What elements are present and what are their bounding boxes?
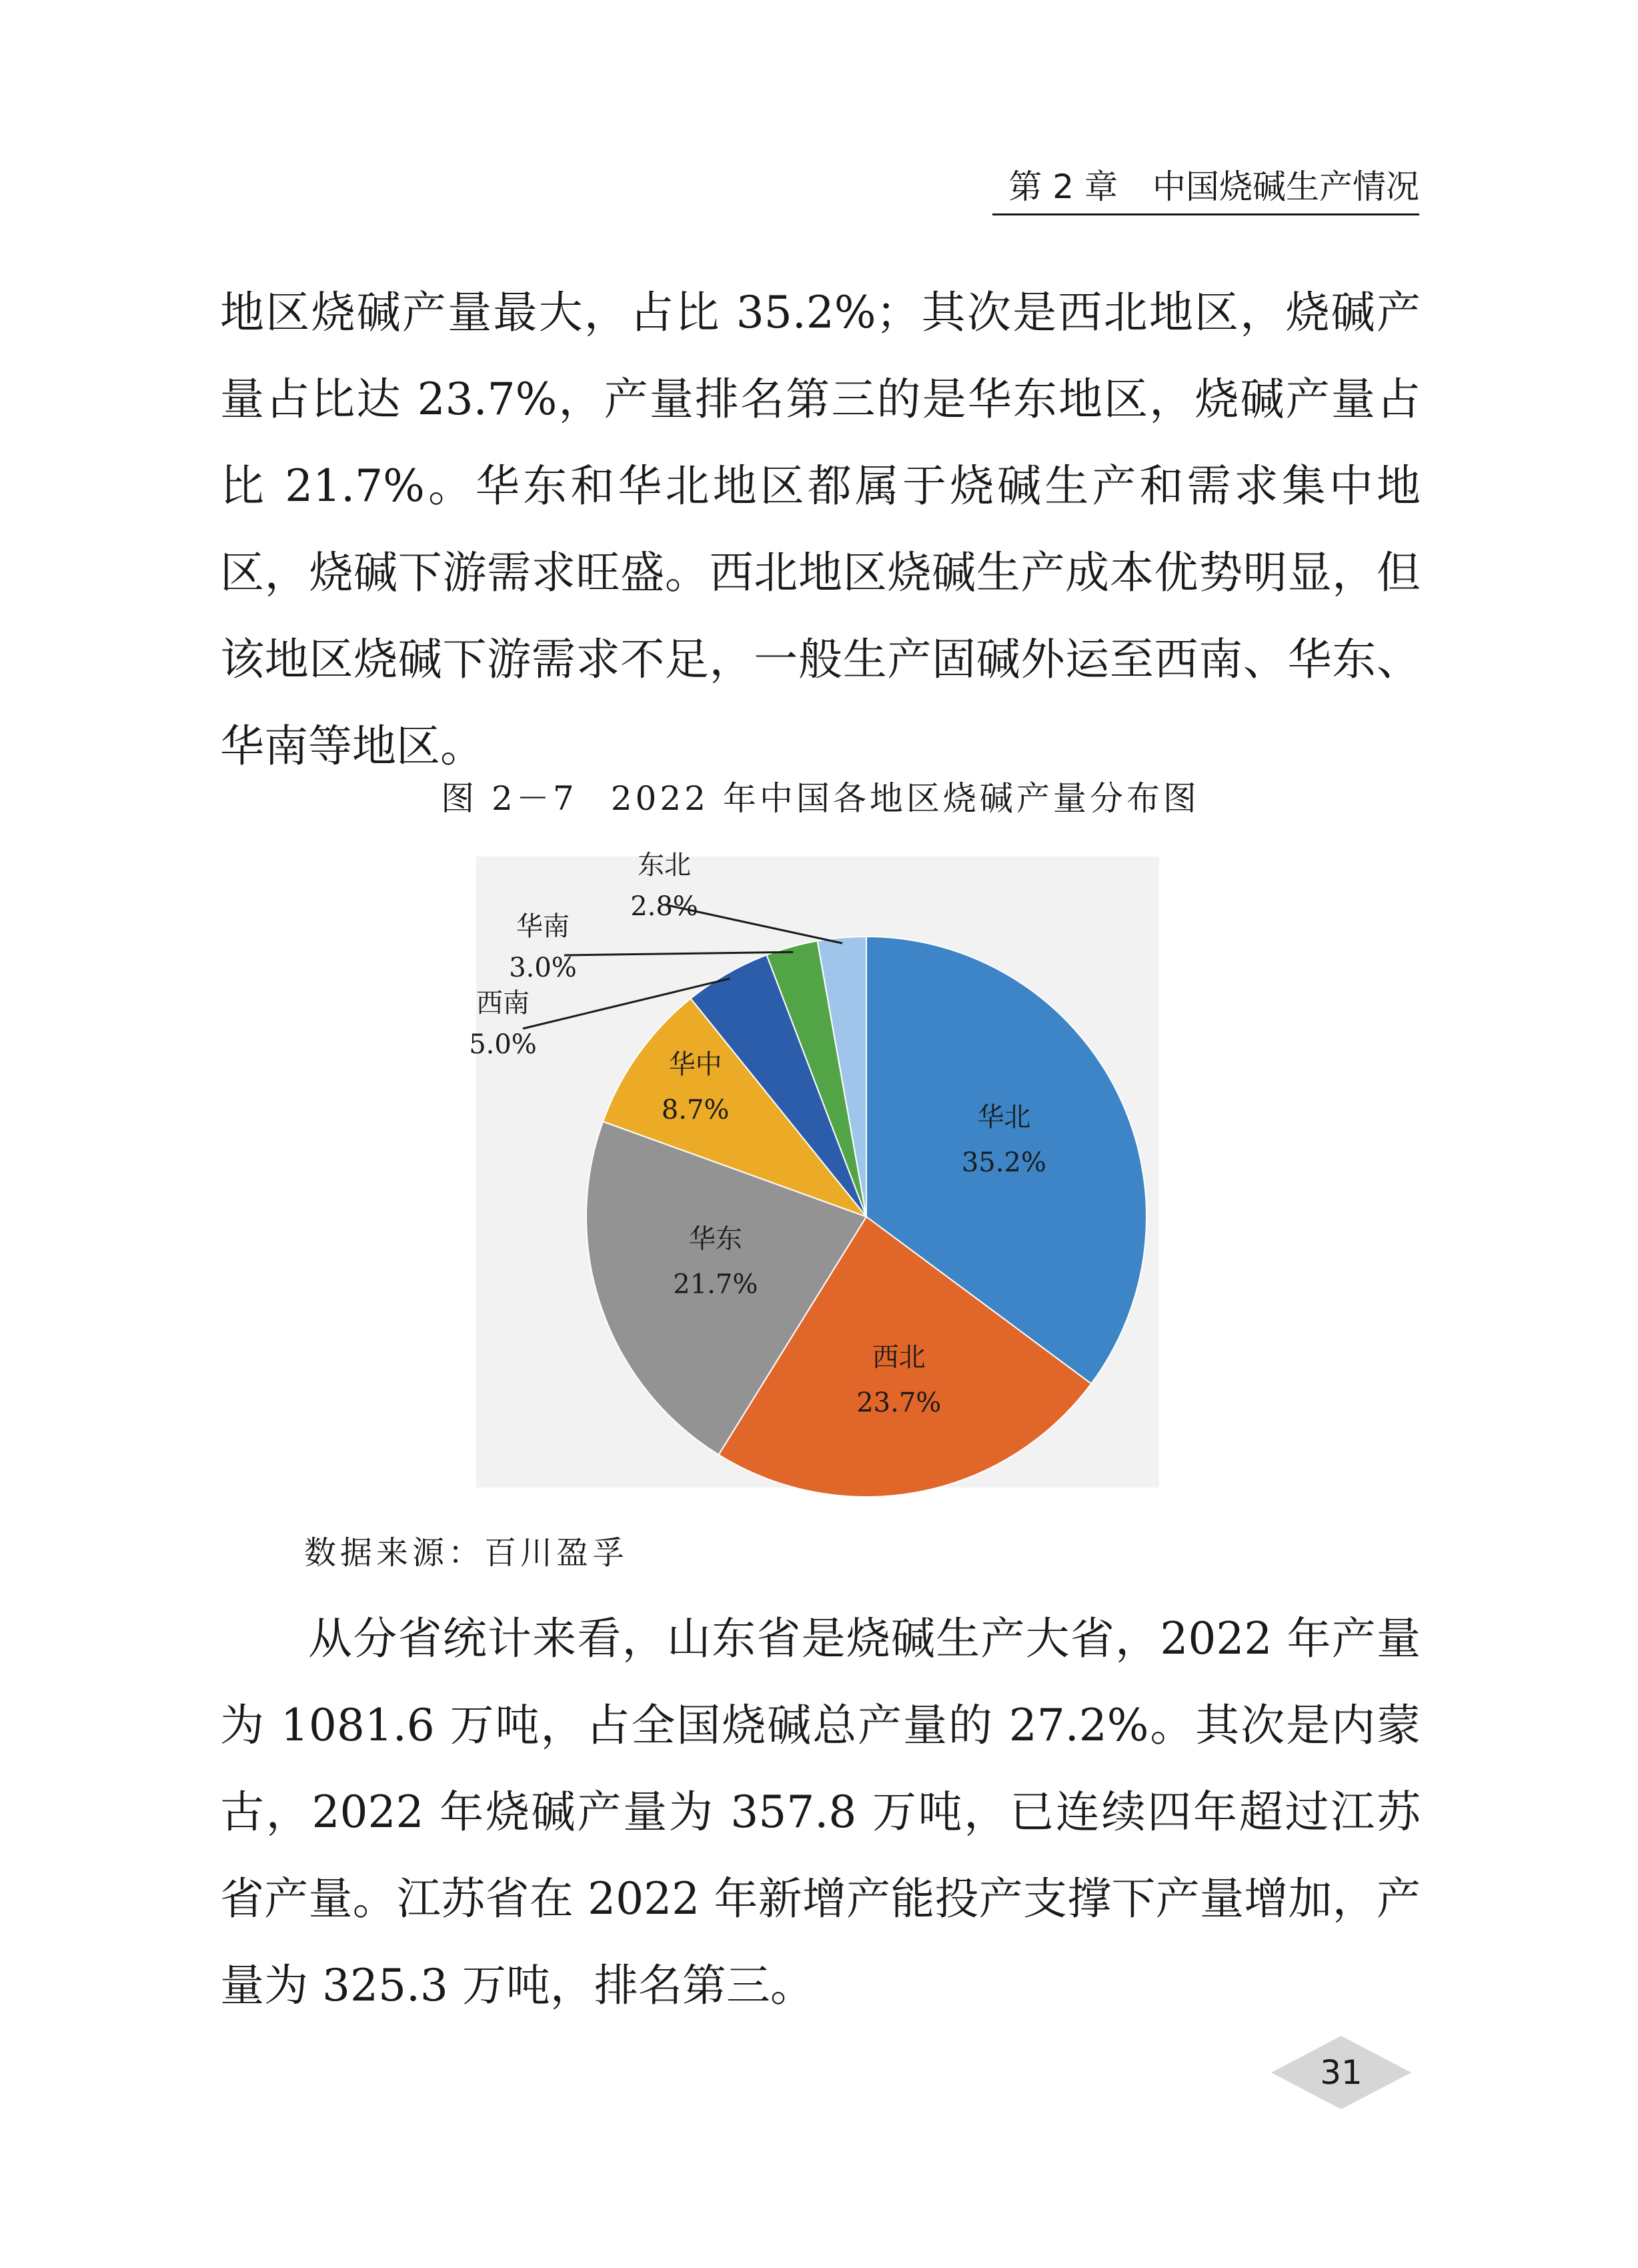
slice-value-label-4: 5.0% [469, 1029, 537, 1060]
body-paragraph-2: 从分省统计来看，山东省是烧碱生产大省，2022 年产量为 1081.6 万吨，占全国烧碱总产量的 27.2%。其次是内蒙古，2022 年烧碱产量为 357.8 万吨，已连续四年超过江苏省产量。江苏省在 2022 年新增产能投产支撑下产量增加，产量为 325.3 万吨，排名第三。 [220, 1613, 1421, 2011]
slice-name-label-1: 西北 [872, 1341, 926, 1373]
slice-name-label-2: 华东 [688, 1223, 742, 1255]
page-number-badge [1271, 2036, 1411, 2109]
slice-value-label-0: 35.2% [961, 1147, 1046, 1179]
chapter-title: 中国烧碱生产情况 [1152, 167, 1419, 206]
pie-chart-panel [469, 850, 1159, 1488]
figure-number: 图 2－7 [441, 779, 578, 818]
body-paragraph-1: 地区烧碱产量最大，占比 35.2%；其次是西北地区，烧碱产量占比达 23.7%，产量排名第三的是华东地区，烧碱产量占比 21.7%。华东和华北地区都属于烧碱生产和需求集中地区，烧碱下游需求旺盛。西北地区烧碱生产成本优势明显，但该地区烧碱下游需求不足，一般生产固碱外运至西南、华东、华南等地区。 [220, 287, 1421, 772]
chapter-number: 第 2 章 [1008, 167, 1118, 206]
running-header [992, 165, 1419, 208]
figure-caption [400, 775, 1241, 822]
leader-line-5 [564, 952, 793, 955]
slice-value-label-1: 23.7% [856, 1387, 942, 1418]
slice-name-label-4: 西南 [476, 988, 530, 1019]
slice-name-label-6: 东北 [638, 850, 691, 881]
slice-name-label-5: 华南 [516, 911, 570, 942]
header-rule [992, 213, 1419, 215]
figure-source: 数据来源：百川盈孚 [304, 1534, 629, 1572]
slice-name-label-3: 华中 [668, 1049, 722, 1081]
slice-value-label-3: 8.7% [661, 1095, 730, 1126]
slice-name-label-0: 华北 [977, 1102, 1031, 1133]
pie-chart [469, 850, 1159, 1488]
slice-value-label-2: 21.7% [673, 1269, 758, 1300]
slice-value-label-5: 3.0% [509, 953, 577, 983]
figure-title: 2022 年中国各地区烧碱产量分布图 [610, 779, 1200, 818]
slice-value-label-6: 2.8% [630, 891, 698, 922]
page-number: 31 [1320, 2053, 1363, 2092]
